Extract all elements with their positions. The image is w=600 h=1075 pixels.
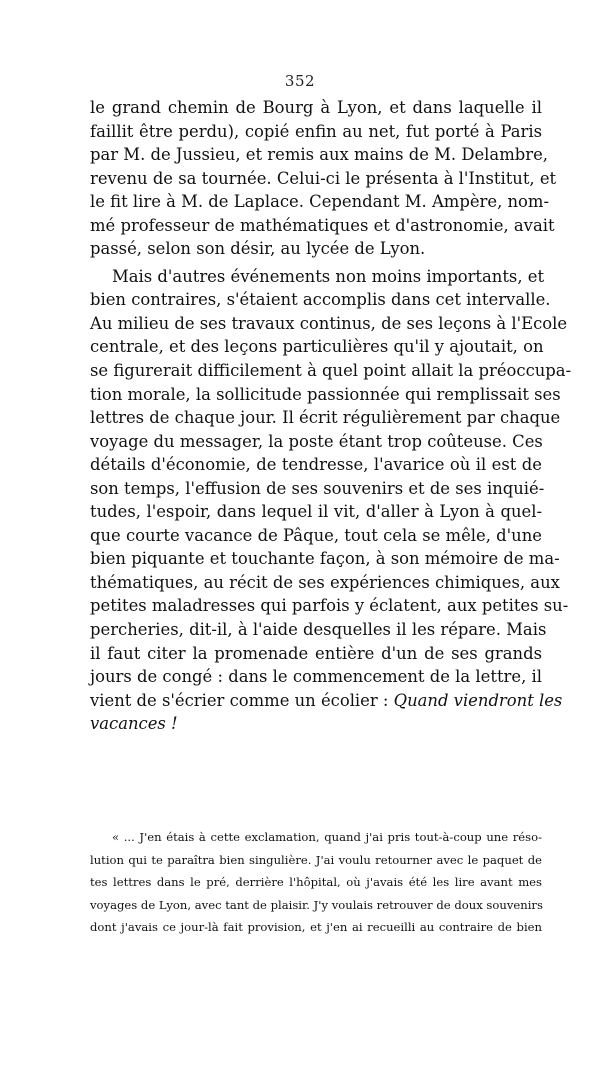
text-line: revenu de sa tournée. Celui-ci le présenta à l'Institut, et [90,168,557,188]
italic-text: vacances ! [90,714,178,734]
text-line: que courte vacance de Pâque, tout cela se mêle, d'une [90,525,542,545]
text-line: Mais d'autres événements non moins importants, et [112,266,545,286]
text-line: son temps, l'effusion de ses souvenirs et de ses inquié- [90,478,545,498]
text-line: bien contraires, s'étaient accomplis dans cet intervalle. [90,290,551,310]
text-line: voyage du messager, la poste étant trop coûteuse. Ces [90,431,543,451]
text-line: tion morale, la sollicitude passionnée qui remplissait ses [90,384,561,404]
text-line [90,712,542,736]
text-line: détails d'économie, de tendresse, l'avarice où il est de [90,455,542,475]
text-line: passé, selon son désir, au lycée de Lyon. [90,239,426,259]
quote-line: tes lettres dans le pré, derrière l'hôpital, où j'avais été les lire avant mes [90,875,542,890]
text-line: il faut citer la promenade entière d'un de ses grands [90,643,542,663]
text-line: petites maladresses qui parfois y éclatent, aux petites su- [90,596,569,616]
italic-text: Quand viendront les [393,690,563,710]
text-line: thématiques, au récit de ses expériences chimiques, aux [90,572,560,592]
text-line: mé professeur de mathématiques et d'astronomie, avait [90,215,555,235]
text-line: faillit être perdu), copié enfin au net, fut porté à Paris [90,121,542,141]
text-line: lettres de chaque jour. Il écrit régulièrement par chaque [90,408,561,428]
quote-block [90,826,542,939]
text-line: se figurerait difficilement à quel point allait la préoccupa- [90,361,572,381]
text-line: jours de congé : dans le commencement de la lettre, il [90,667,542,687]
text-line: le fit lire à M. de Laplace. Cependant M. Ampère, nom- [90,192,550,212]
text-line: bien piquante et touchante façon, à son mémoire de ma- [90,549,560,569]
quote-line: « ... J'en étais à cette exclamation, quand j'ai pris tout-à-coup une réso- [112,830,542,844]
text-line: tudes, l'espoir, dans lequel il vit, d'aller à Lyon à quel- [90,502,542,522]
text-line: le grand chemin de Bourg à Lyon, et dans laquelle il [90,98,542,117]
quote-line: lution qui te paraîtra bien singulière. J'ai voulu retourner avec le paquet de [90,852,542,867]
text-line [90,689,563,713]
text-fragment: vient de s'écrier comme un écolier : [90,690,394,710]
main-text [90,96,572,736]
quote-line: dont j'avais ce jour-là fait provision, et j'en ai recueilli au contraire de bien [90,920,542,935]
text-line: Au milieu de ses travaux continus, de ses leçons à l'Ecole [90,313,568,333]
text-line: centrale, et des leçons particulières qu'il y ajoutait, on [90,337,544,357]
page-number: 352 [284,72,316,90]
text-line: par M. de Jussieu, et remis aux mains de M. Delambre, [90,145,548,165]
quote-line: voyages de Lyon, avec tant de plaisir. J'y voulais retrouver de doux souvenirs [90,897,543,912]
text-line: percheries, dit-il, à l'aide desquelles il les répare. Mais [90,620,547,640]
